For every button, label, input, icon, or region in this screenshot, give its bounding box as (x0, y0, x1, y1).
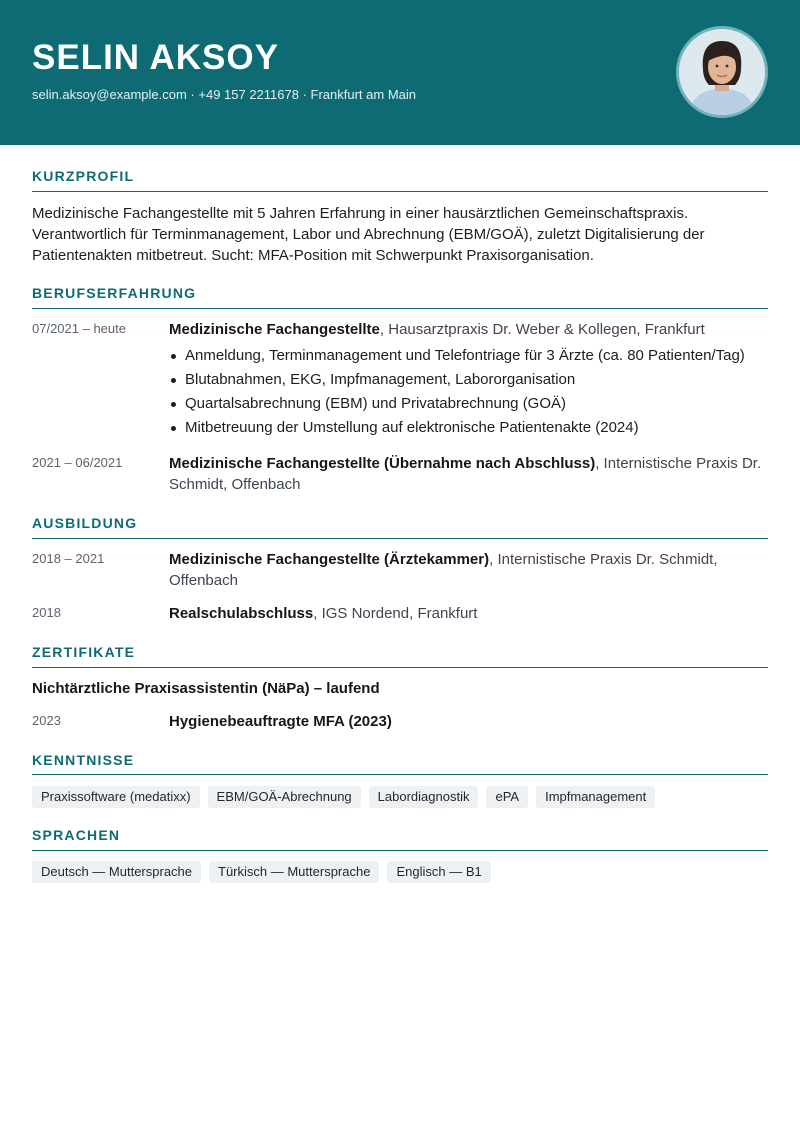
experience-date: 07/2021 – heute (32, 321, 126, 336)
education-place: , IGS Nordend, Frankfurt (313, 605, 478, 622)
contact-line: selin.aksoy@example.com · +49 157 2211678 · Frankfurt am Main (32, 87, 417, 102)
certificate-date: 2023 (32, 713, 61, 728)
list-item: Blutabnahmen, EKG, Impfmanagement, Labororganisation (169, 368, 769, 392)
certificate-name: Nichtärztliche Praxisassistentin (NäPa) – laufend (32, 680, 380, 697)
education-degree: Realschulabschluss (169, 605, 314, 622)
language-chip: Türkisch — Muttersprache (209, 861, 379, 883)
education-entry (169, 549, 769, 591)
skill-chip: Labordiagnostik (369, 786, 479, 808)
experience-role: Medizinische Fachangestellte (Übernahme nach Abschluss) (169, 455, 596, 472)
certificate-entry (169, 711, 769, 732)
section-divider (32, 850, 768, 851)
section-divider (32, 774, 768, 775)
profile-text: Medizinische Fachangestellte mit 5 Jahren Erfahrung in einer hausärztlichen Gemeinschaftspraxis. Verantwortlich für Terminmanagement, Labor und Abrechnung (EBM/GOÄ), zuletzt Digitalisierung der Patientenakten mitbetreut. Sucht: MFA-Position mit Schwerpunkt Praxisorganisation. (32, 205, 705, 264)
section-title-languages: SPRACHEN (32, 827, 121, 843)
experience-place: , Hausarztpraxis Dr. Weber & Kollegen, Frankfurt (379, 321, 705, 338)
experience-entry (169, 453, 769, 495)
languages-list (32, 861, 491, 883)
list-item: Quartalsabrechnung (EBM) und Privatabrechnung (GOÄ) (169, 392, 769, 416)
section-title-education: AUSBILDUNG (32, 515, 138, 531)
section-title-certificates: ZERTIFIKATE (32, 644, 136, 660)
portrait-icon (679, 29, 765, 115)
section-divider (32, 538, 768, 539)
section-divider (32, 667, 768, 668)
education-date: 2018 – 2021 (32, 551, 105, 566)
section-divider (32, 191, 768, 192)
section-title-experience: BERUFSERFAHRUNG (32, 285, 197, 301)
education-degree: Medizinische Fachangestellte (Ärztekammer) (169, 551, 490, 568)
education-date: 2018 (32, 605, 61, 620)
section-title-skills: KENNTNISSE (32, 752, 135, 768)
candidate-name: SELIN AKSOY (32, 38, 279, 77)
education-entry (169, 603, 769, 624)
language-chip: Englisch — B1 (387, 861, 490, 883)
section-title-profile: KURZPROFIL (32, 168, 135, 184)
experience-date: 2021 – 06/2021 (32, 455, 123, 470)
experience-role: Medizinische Fachangestellte (169, 321, 380, 338)
experience-place: , Internistische Praxis Dr. Schmidt, Offenbach (169, 455, 762, 493)
skill-chip: ePA (486, 786, 528, 808)
section-divider (32, 308, 768, 309)
language-chip: Deutsch — Muttersprache (32, 861, 201, 883)
skill-chip: EBM/GOÄ-Abrechnung (208, 786, 361, 808)
skills-list (32, 786, 655, 808)
experience-entry (169, 319, 769, 340)
list-item: Anmeldung, Terminmanagement und Telefontriage für 3 Ärzte (ca. 80 Patienten/Tag) (169, 344, 769, 368)
profile-photo (676, 26, 768, 118)
skill-chip: Impfmanagement (536, 786, 655, 808)
skill-chip: Praxissoftware (medatixx) (32, 786, 200, 808)
certificate-name: Hygienebeauftragte MFA (2023) (169, 713, 392, 730)
education-place: , Internistische Praxis Dr. Schmidt, Offenbach (169, 551, 718, 589)
header-banner (0, 0, 800, 145)
experience-bullets (169, 344, 769, 440)
list-item: Mitbetreuung der Umstellung auf elektronische Patientenakte (2024) (169, 416, 769, 440)
